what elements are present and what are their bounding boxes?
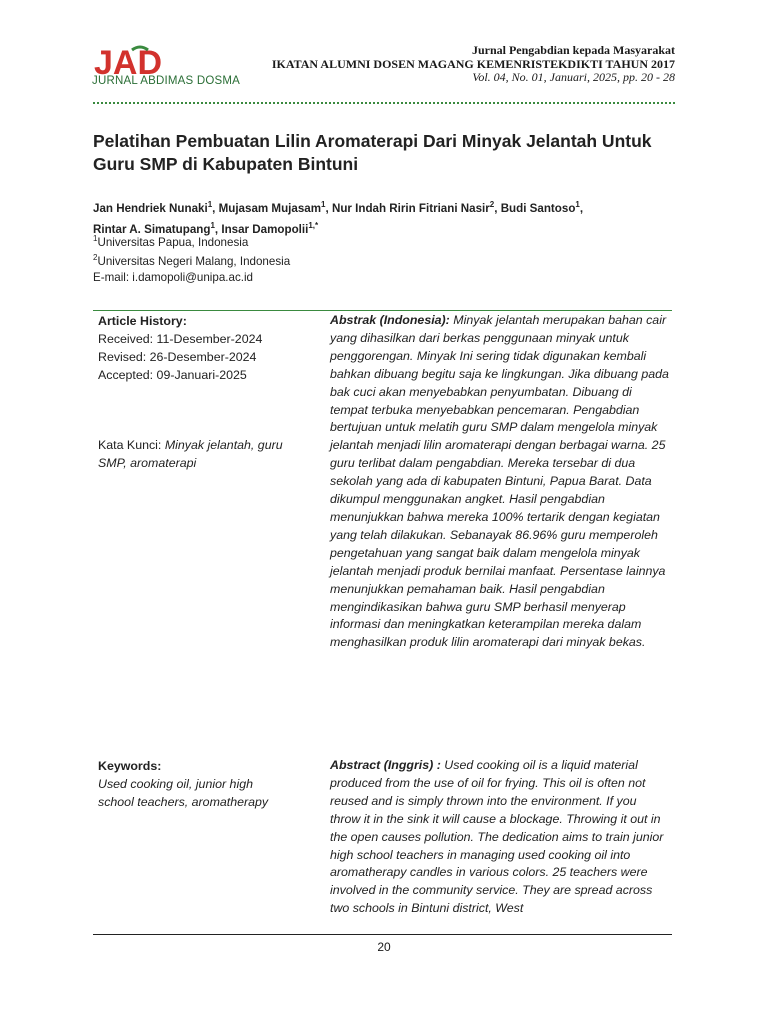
author-name: Rintar A. Simatupang xyxy=(93,222,211,236)
accepted-date: Accepted: 09-Januari-2025 xyxy=(98,368,247,382)
abstract-english xyxy=(330,757,670,918)
author-name: Insar Damopolii xyxy=(221,222,309,236)
affiliation-line: $^2$Universitas Negeri Malang, Indonesia xyxy=(93,253,291,269)
history-label: Article History: xyxy=(98,314,187,328)
journal-logo xyxy=(92,44,292,92)
kata-kunci xyxy=(98,436,288,472)
keywords xyxy=(98,757,288,811)
author-name: Jan Hendriek Nunaki xyxy=(93,201,208,215)
kata-kunci-text: Minyak jelantah, guru SMP, aromaterapi xyxy=(98,438,283,470)
journal-name: Jurnal Pengabdian kepada Masyarakat xyxy=(471,43,675,57)
affiliations xyxy=(93,231,290,285)
page-number: 20 xyxy=(377,940,391,954)
table-bottom-rule xyxy=(93,934,672,935)
publisher-name: IKATAN ALUMNI DOSEN MAGANG KEMENRISTEKDIKTI TAHUN 2017 xyxy=(271,56,675,71)
author-name: Budi Santoso xyxy=(500,201,576,215)
logo-subtitle: JURNAL ABDIMAS DOSMA xyxy=(92,75,240,87)
revised-date: Revised: 26-Desember-2024 xyxy=(98,350,257,364)
kata-kunci-label: Kata Kunci: xyxy=(98,438,162,452)
abstract-label: Abstract (Inggris) : xyxy=(330,758,441,772)
author-list: Jan Hendriek Nunaki$^1$, Mujasam Mujasam$^1$, Nur Indah Ririn Fitriani Nasir$^2$, Budi Santoso$^1$, Rintar A. Simatupang$^1$, Insar Damopolii$^{1,*}$ xyxy=(93,200,584,236)
affiliation-line: $^1$Universitas Papua, Indonesia xyxy=(93,234,249,249)
article-title: Pelatihan Pembuatan Lilin Aromaterapi Dari Minyak Jelantah Untuk Guru SMP di Kabupaten Bintuni xyxy=(93,131,652,174)
abstrak-label: Abstrak (Indonesia): xyxy=(330,313,450,327)
table-top-rule xyxy=(93,310,672,311)
volume-info: Vol. 04, No. 01, Januari, 2025, pp. 20 - 28 xyxy=(472,70,675,84)
email-line[interactable]: E-mail: i.damopoli@unipa.ac.id xyxy=(93,270,253,284)
abstrak-text: Minyak jelantah merupakan bahan cair yang dihasilkan dari berkas penggunaan minyak untuk penggorengan. Minyak Ini sering tidak digunakan kembali bahkan dibuang begitu saja ke lingkungan. Jika dibuang pada bak cuci akan menyebabkan penyumbatan. Dibuang di tempat terbuka menyebabkan pencemaran. Pengabdian bertujuan untuk melatih guru SMP dalam mengelola minyak jelantah menjadi lilin aromaterapi dengan berbagai warna. 25 guru terlibat dalam pengabdian. Mereka tersebar di dua sekolah yang ada di kabupaten Bintuni, Papua Barat. Data dikumpul menggunakan angket. Hasil pengabdian menunjukkan bahwa mereka 100% tertarik dengan kegiatan yang telah dilakukan. Sebanayak 86.96% guru memperoleh pengetahuan yang sangat baik dalam mengelola minyak jelantah menjadi produk bernilai manfaat. Persentase lainnya menunjukkan pemahaman baik. Hasil pengabdian mengindikasikan bahwa guru SMP berhasil menyerap informasi dan meningkatkan keterampilan mereka dalam menghasilkan produk lilin aromaterapi dari minyak bekas. xyxy=(330,313,669,650)
abstrak-indonesia xyxy=(330,312,670,652)
logo-text: JAD xyxy=(94,44,163,78)
author-name: Mujasam Mujasam xyxy=(218,201,322,215)
abstract-text: Used cooking oil is a liquid material produced from the use of oil for frying. This oil is often not reused and is simply thrown into the environment. If you throw it in the sink it will cause a blockage. Throwing it out in the open causes pollution. The dedication aims to train junior high school teachers in managing used cooking oil into aromatherapy candles in various colors. 25 teachers were involved in the community service. They are spread across two schools in Bintuni district, West xyxy=(330,758,664,916)
journal-header xyxy=(272,44,675,85)
header-divider xyxy=(93,102,675,104)
keywords-label: Keywords: xyxy=(98,759,162,773)
received-date: Received: 11-Desember-2024 xyxy=(98,332,263,346)
article-history xyxy=(98,312,298,384)
author-name: Nur Indah Ririn Fitriani Nasir xyxy=(331,201,490,215)
logo-mark-icon xyxy=(92,44,192,78)
keywords-text: Used cooking oil, junior high school teachers, aromatherapy xyxy=(98,777,269,809)
